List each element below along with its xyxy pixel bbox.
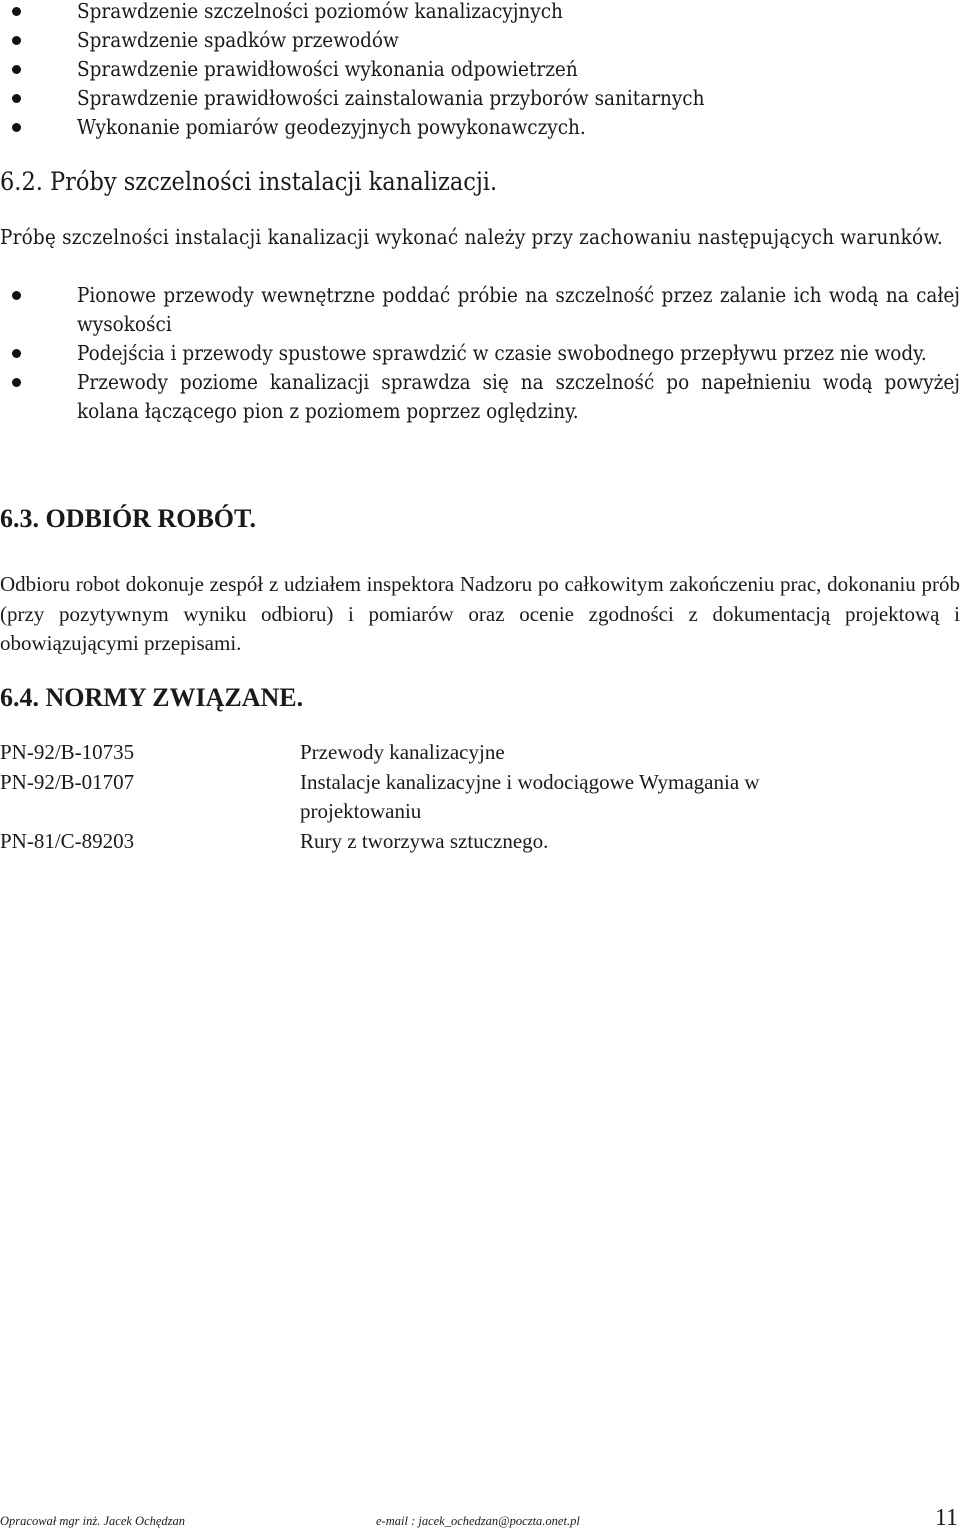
list-item: Podejścia i przewody spustowe sprawdzić w czasie swobodnego przepływu przez nie wody. — [0, 339, 960, 368]
norm-description: Przewody kanalizacyjne — [300, 740, 505, 764]
list-item: Sprawdzenie szczelności poziomów kanalizacyjnych — [0, 0, 960, 26]
page-footer — [0, 1505, 960, 1529]
table-row — [0, 768, 960, 827]
bullet-icon — [12, 349, 21, 358]
list-item: Sprawdzenie spadków przewodów — [0, 26, 960, 55]
checklist-top — [0, 0, 960, 142]
section-heading-6-4: 6.4. NORMY ZWIĄZANE. — [0, 683, 304, 712]
list-item: Sprawdzenie prawidłowości wykonania odpowietrzeń — [0, 55, 960, 84]
footer-author: Opracował mgr inż. Jacek Ochędzan — [0, 1514, 186, 1528]
section-heading-6-3: 6.3. ODBIÓR ROBÓT. — [0, 504, 256, 533]
list-item: Wykonanie pomiarów geodezyjnych powykonawczych. — [0, 113, 960, 142]
list-item: Sprawdzenie prawidłowości zainstalowania przyborów sanitarnych — [0, 84, 960, 113]
bullet-icon — [12, 94, 21, 103]
footer-email: e-mail : jacek_ochedzan@poczta.onet.pl — [376, 1514, 580, 1528]
norm-description: Instalacje kanalizacyjne i wodociągowe Wymagania w projektowaniu — [300, 769, 760, 823]
bullet-icon — [12, 36, 21, 45]
section-6-3-text: Odbioru robot dokonuje zespół z udziałem inspektora Nadzoru po całkowitym zakończeniu prac, dokonaniu prób (przy pozytywnym wyniku odbioru) i pomiarów oraz ocenie zgodności z dokumentacją projektową i obowiązującymi przepisami. — [0, 572, 960, 655]
checklist-6-2 — [0, 281, 960, 426]
section-6-2-intro: Próbę szczelności instalacji kanalizacji wykonać należy przy zachowaniu następujących warunków. — [0, 225, 943, 249]
table-row — [0, 827, 960, 857]
section-heading-6-2: 6.2. Próby szczelności instalacji kanalizacji. — [0, 167, 498, 196]
norms-table — [0, 738, 960, 856]
page-number: 11 — [934, 1505, 958, 1531]
bullet-icon — [12, 291, 21, 300]
list-item: Przewody poziome kanalizacji sprawdza się na szczelność po napełnieniu wodą powyżej kolana łączącego pion z poziomem poprzez oględziny. — [0, 368, 960, 426]
norm-description: Rury z tworzywa sztucznego. — [300, 828, 549, 853]
bullet-icon — [12, 65, 21, 74]
bullet-icon — [12, 123, 21, 132]
norm-code: PN-92/B-10735 — [0, 740, 135, 764]
bullet-icon — [12, 7, 21, 16]
norm-code: PN-81/C-89203 — [0, 828, 135, 853]
norm-code: PN-92/B-01707 — [0, 769, 135, 794]
list-item: Pionowe przewody wewnętrzne poddać próbie na szczelność przez zalanie ich wodą na całej wysokości — [0, 281, 960, 339]
bullet-icon — [12, 378, 21, 387]
table-row — [0, 738, 960, 768]
